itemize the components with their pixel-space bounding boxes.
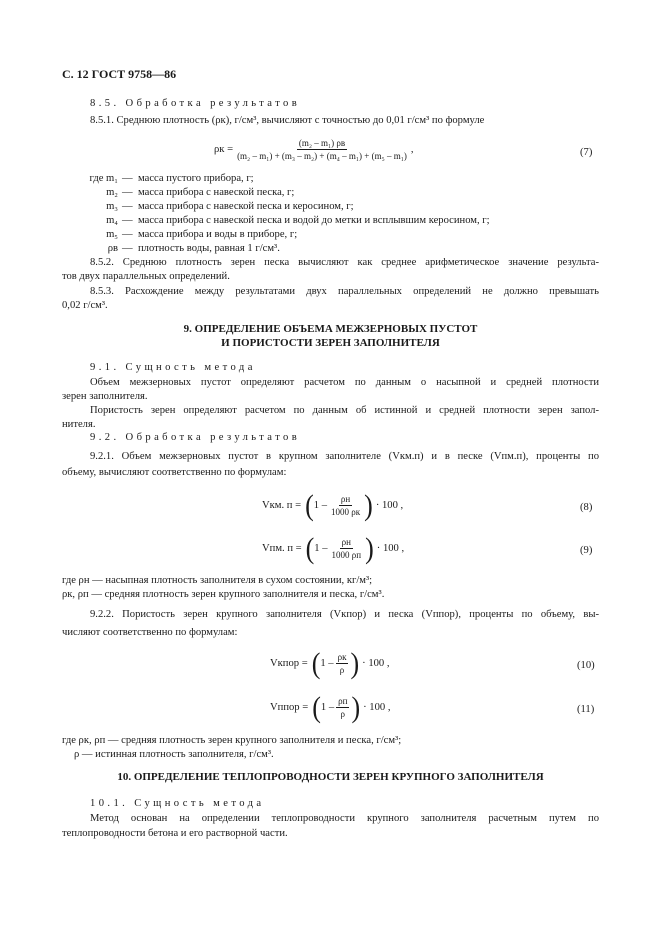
formula-11-tail: · 100 , <box>363 702 391 713</box>
paragraph-8-5-1: 8.5.1. Среднюю плотность (ρк), г/см³, вычисляют с точностью до 0,01 г/см³ по формуле <box>90 115 485 126</box>
close-paren: ) <box>351 690 361 724</box>
formula-9-paren-text: 1 – <box>314 543 328 554</box>
open-paren: ( <box>312 690 321 724</box>
formula-8-paren-text: 1 – <box>313 500 328 511</box>
formula-9-fraction <box>330 537 364 560</box>
paragraph-9-1-line4: нителя. <box>62 419 96 430</box>
formula-8 <box>262 488 404 522</box>
section-heading-9-line2: И ПОРИСТОСТИ ЗЕРЕН ЗАПОЛНИТЕЛЯ <box>221 337 440 349</box>
where-symbol: где m₁ <box>89 173 118 184</box>
open-paren: ( <box>305 488 314 522</box>
section-heading-9-line1: 9. ОПРЕДЕЛЕНИЕ ОБЪЕМА МЕЖЗЕРНОВЫХ ПУСТОТ <box>183 323 478 335</box>
formula-8-denominator: 1000 ρк <box>331 507 361 517</box>
formula-11-left: Vппор = <box>270 702 309 713</box>
formula-7-tail: , <box>410 144 414 155</box>
where-text: масса прибора с навеской песка, г; <box>138 187 295 198</box>
formula-11-denominator: ρ <box>340 709 346 719</box>
formula-10-denominator: ρ <box>339 665 345 675</box>
paragraph-8-5-3-line2: 0,02 г/см³. <box>62 300 108 311</box>
formula-7 <box>214 138 414 161</box>
where-dash: — <box>122 173 133 184</box>
paragraph-8-5-2-line2: тов двух параллельных определений. <box>62 271 230 282</box>
formula-11 <box>270 690 391 724</box>
where-dash: — <box>122 201 133 212</box>
formula-10-tail: · 100 , <box>362 658 390 669</box>
where-dash: — <box>122 215 133 226</box>
paragraph-9-2-2-line2: числяют соответственно по формулам: <box>62 627 238 638</box>
open-paren: ( <box>305 531 315 565</box>
where-text: масса прибора с навеской песка и керосином, г; <box>138 201 354 212</box>
formula-9-tail: · 100 , <box>376 543 405 554</box>
formula-7-left: ρк = <box>214 144 234 155</box>
close-paren: ) <box>350 646 360 680</box>
formula-10-paren-text: 1 – <box>320 658 334 669</box>
formula-10 <box>270 646 390 680</box>
paragraph-9-1-line1: Объем межзерновых пустот определяют расчетом по данным о насыпной и средней плотности <box>90 377 599 388</box>
paragraph-8-5-2-line1: 8.5.2. Среднюю плотность зерен песка вычисляют как среднее арифметическое значение результа- <box>90 257 599 268</box>
where-symbol: m₃ <box>106 201 118 212</box>
formula-9-denominator: 1000 ρп <box>331 550 362 560</box>
where-dash: — <box>122 187 133 198</box>
paragraph-10-1-line2: теплопроводности бетона и его растворной части. <box>62 828 288 839</box>
equation-number-10: (10) <box>577 660 595 671</box>
formula-9-numerator: ρн <box>341 537 351 547</box>
paragraph-9-2-1-line1: 9.2.1. Объем межзерновых пустот в крупном заполнителе (Vкм.п) и в песке (Vпм.п), проценты по <box>90 451 599 462</box>
formula-10-left: Vкпор = <box>270 658 308 669</box>
where-symbol: m₄ <box>106 215 118 226</box>
section-heading-10: 10. ОПРЕДЕЛЕНИЕ ТЕПЛОПРОВОДНОСТИ ЗЕРЕН КРУПНОГО ЗАПОЛНИТЕЛЯ <box>117 771 544 783</box>
equation-number-9: (9) <box>580 545 593 556</box>
where-dash: — <box>122 229 133 240</box>
paragraph-9-2-1-line2: объему, вычисляют соответственно по формулам: <box>62 467 287 478</box>
formula-10-numerator: ρк <box>337 652 347 662</box>
equation-number-8: (8) <box>580 502 593 513</box>
paragraph-9-1-line3: Пористость зерен определяют расчетом по данным об истинной и средней плотности зерен запол- <box>90 405 599 416</box>
where-symbol: m₂ <box>106 187 118 198</box>
where-symbol: ρв <box>107 243 118 254</box>
where-8-9-line2: ρк, ρп — средняя плотность зерен крупного заполнителя и песка, г/см³. <box>62 589 385 600</box>
where-text: масса прибора и воды в приборе, г; <box>138 229 298 240</box>
paragraph-9-2-2-line1: 9.2.2. Пористость зерен крупного заполнителя (Vкпор) и песка (Vппор), проценты по объему, вы- <box>90 609 599 620</box>
formula-8-fraction <box>329 494 362 517</box>
equation-number-11: (11) <box>577 704 595 715</box>
formula-8-numerator: ρн <box>340 494 351 504</box>
formula-11-numerator: ρп <box>338 696 348 706</box>
where-text: масса прибора с навеской песка и водой до метки и всплывшим керосином, г; <box>138 215 490 226</box>
where-10-11-line1: где ρк, ρп — средняя плотность зерен крупного заполнителя и песка, г/см³; <box>62 735 402 746</box>
close-paren: ) <box>364 488 373 522</box>
paragraph-10-1-line1: Метод основан на определении теплопроводности крупного заполнителя расчетным путем по <box>90 813 599 824</box>
formula-11-paren-text: 1 – <box>320 702 335 713</box>
where-10-11-line2: ρ — истинная плотность заполнителя, г/см³. <box>74 749 274 760</box>
formula-10-fraction <box>336 652 349 675</box>
paragraph-9-1-line2: зерен заполнителя. <box>62 391 148 402</box>
open-paren: ( <box>311 646 321 680</box>
subsection-title-10-1: 10.1. Сущность метода <box>90 798 265 809</box>
paragraph-8-5-3-line1: 8.5.3. Расхождение между результатами двух параллельных определений не должно превышать <box>90 286 599 297</box>
formula-8-tail: · 100 , <box>375 500 404 511</box>
subsection-title-8-5: 8.5. Обработка результатов <box>90 98 301 109</box>
subsection-title-9-1: 9.1. Сущность метода <box>90 362 256 373</box>
equation-number-7: (7) <box>580 147 593 158</box>
formula-7-denominator: (m₂ – m₁) + (m₃ – m₂) + (m₄ – m₁) + (m₅ – m₁) <box>237 151 407 161</box>
formula-9 <box>262 531 405 565</box>
where-8-9-line1: где ρн — насыпная плотность заполнителя в сухом состоянии, кг/м³; <box>62 575 373 586</box>
where-text: масса пустого прибора, г; <box>138 173 254 184</box>
subsection-title-9-2: 9.2. Обработка результатов <box>90 432 301 443</box>
formula-8-left: Vкм. п = <box>262 500 302 511</box>
formula-7-numerator: (m₂ – m₁) ρв <box>298 138 346 148</box>
where-text: плотность воды, равная 1 г/см³. <box>138 243 280 254</box>
where-dash: — <box>122 243 133 254</box>
page-header: С. 12 ГОСТ 9758—86 <box>62 67 177 81</box>
formula-7-fraction <box>235 138 409 161</box>
formula-9-left: Vпм. п = <box>262 543 302 554</box>
close-paren: ) <box>365 531 374 565</box>
where-symbol: m₅ <box>106 229 118 240</box>
formula-11-fraction <box>336 696 349 719</box>
